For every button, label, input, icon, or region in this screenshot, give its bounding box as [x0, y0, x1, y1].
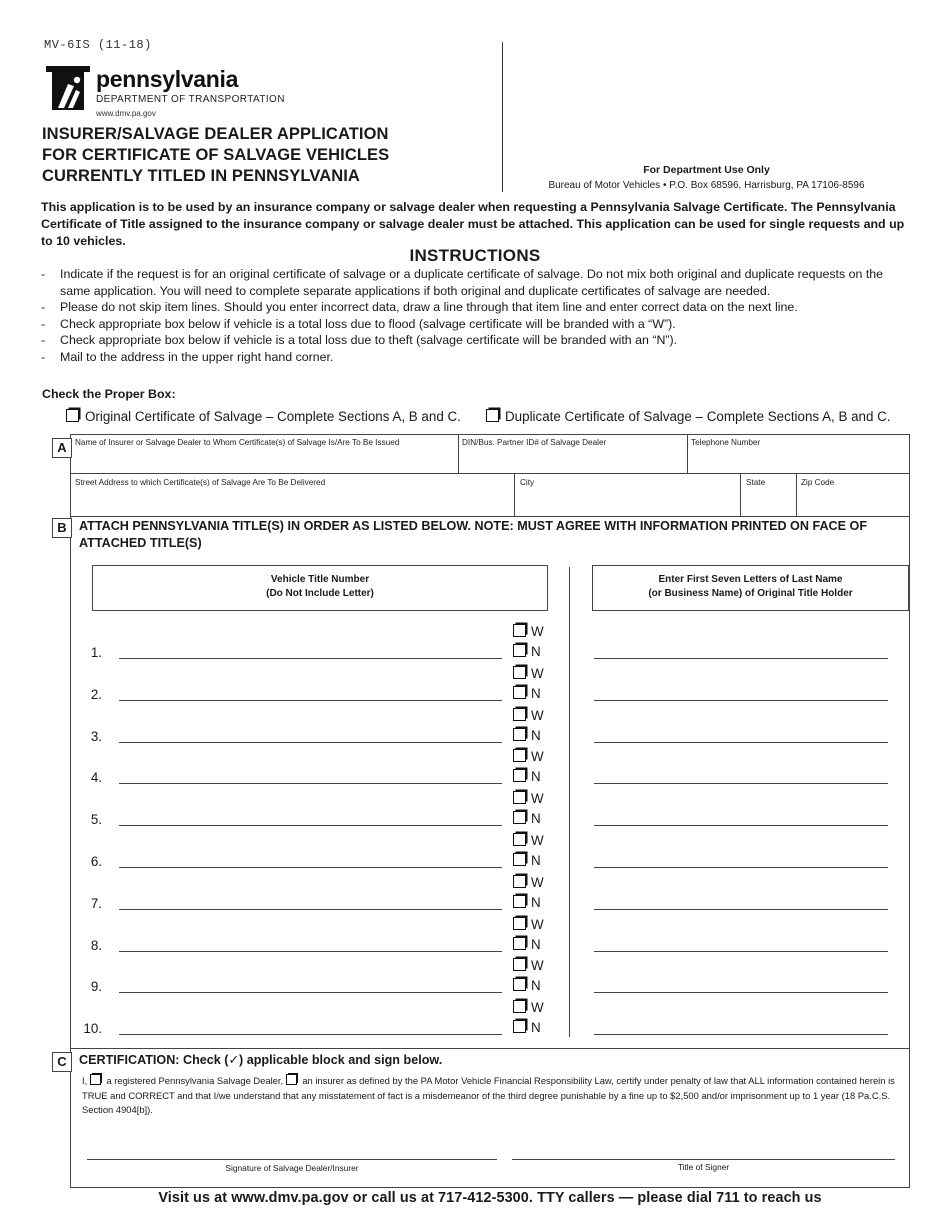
- theft-letter: N: [531, 769, 541, 785]
- row-number: 2.: [90, 686, 102, 702]
- flood-option: [513, 916, 544, 934]
- row-number: 4.: [90, 770, 102, 786]
- theft-option: [513, 1019, 541, 1037]
- flood-letter: W: [531, 624, 544, 639]
- duplicate-checkbox[interactable]: [486, 409, 499, 422]
- telephone-label: Telephone Number: [691, 438, 761, 447]
- flood-checkbox[interactable]: [513, 666, 526, 679]
- form-title-line-3: CURRENTLY TITLED IN PENNSYLVANIA: [42, 167, 360, 185]
- section-a-divider: [740, 473, 741, 516]
- flood-letter: W: [531, 1000, 544, 1016]
- insurer-name-field[interactable]: [72, 449, 456, 471]
- holder-name-line[interactable]: [594, 783, 888, 784]
- flood-checkbox[interactable]: [513, 833, 526, 846]
- title-number-line[interactable]: [119, 951, 502, 952]
- original-checkbox[interactable]: [66, 409, 79, 422]
- flood-letter: W: [531, 791, 544, 807]
- theft-letter: N: [531, 727, 541, 743]
- flood-letter: W: [531, 958, 544, 974]
- din-label: DIN/Bus. Partner ID# of Salvage Dealer: [462, 438, 607, 447]
- section-c-label: C: [52, 1052, 72, 1072]
- section-b-column-divider: [569, 567, 570, 1037]
- title-number-column-header: [92, 565, 548, 611]
- row-number: 10.: [83, 1021, 102, 1037]
- theft-checkbox[interactable]: [513, 644, 526, 657]
- flood-option: [513, 665, 544, 683]
- theft-checkbox[interactable]: [513, 895, 526, 908]
- flood-option: [513, 957, 544, 975]
- department-address: Bureau of Motor Vehicles • P.O. Box 68596, Harrisburg, PA 17106-8596: [548, 180, 865, 191]
- section-a-divider: [458, 434, 459, 473]
- holder-name-line[interactable]: [594, 909, 888, 910]
- flood-letter: W: [531, 916, 544, 932]
- zip-code-field[interactable]: [798, 489, 906, 514]
- signature-line[interactable]: [87, 1159, 497, 1160]
- theft-option: [513, 936, 541, 954]
- title-number-line[interactable]: [119, 1034, 502, 1035]
- title-number-line[interactable]: [119, 783, 502, 784]
- holder-name-line[interactable]: [594, 742, 888, 743]
- header-divider: [502, 42, 503, 192]
- logo-department: DEPARTMENT OF TRANSPORTATION: [96, 94, 285, 105]
- state-field[interactable]: [742, 489, 794, 514]
- flood-letter: W: [531, 833, 544, 848]
- duplicate-option: [486, 409, 891, 424]
- title-number-header-line-2: (Do Not Include Letter): [266, 588, 374, 599]
- theft-letter: N: [531, 811, 541, 827]
- theft-option: [513, 977, 541, 995]
- theft-option: [513, 727, 541, 745]
- form-title: [42, 124, 389, 187]
- certification-text: [82, 1074, 897, 1118]
- form-number: MV-6IS (11-18): [44, 38, 152, 52]
- theft-option: [513, 852, 541, 870]
- theft-checkbox[interactable]: [513, 853, 526, 866]
- section-a-divider: [796, 473, 797, 516]
- salvage-dealer-checkbox[interactable]: [90, 1074, 101, 1085]
- title-number-line[interactable]: [119, 658, 502, 659]
- theft-letter: N: [531, 1020, 541, 1036]
- street-address-field[interactable]: [72, 489, 512, 514]
- signer-title-line[interactable]: [512, 1159, 895, 1160]
- title-number-line[interactable]: [119, 992, 502, 993]
- city-field[interactable]: [516, 489, 738, 514]
- section-a-divider: [514, 473, 515, 516]
- section-b-label: B: [52, 518, 72, 538]
- holder-name-line[interactable]: [594, 700, 888, 701]
- flood-letter: W: [531, 749, 544, 765]
- section-a-label: A: [52, 438, 72, 458]
- flood-option: [513, 707, 544, 725]
- section-a-row-divider: [70, 473, 909, 474]
- theft-checkbox[interactable]: [513, 728, 526, 741]
- holder-name-line[interactable]: [594, 951, 888, 952]
- title-number-line[interactable]: [119, 825, 502, 826]
- duplicate-option-label: Duplicate Certificate of Salvage – Complete Sections A, B and C.: [505, 409, 891, 424]
- signature-label: Signature of Salvage Dealer/Insurer: [225, 1163, 359, 1173]
- theft-letter: N: [531, 894, 541, 910]
- department-use-title: For Department Use Only: [643, 164, 770, 176]
- signer-title-label: Title of Signer: [677, 1162, 730, 1172]
- flood-option: [513, 832, 544, 850]
- row-number: 9.: [90, 979, 102, 995]
- theft-checkbox[interactable]: [513, 937, 526, 950]
- holder-name-header-line-2: (or Business Name) of Original Title Holder: [648, 588, 853, 599]
- theft-checkbox[interactable]: [513, 811, 526, 824]
- flood-option: [513, 790, 544, 808]
- logo-wordmark: pennsylvania: [96, 66, 239, 92]
- flood-letter: W: [531, 874, 544, 890]
- telephone-field[interactable]: [689, 449, 905, 471]
- din-field[interactable]: [460, 449, 685, 471]
- flood-checkbox[interactable]: [513, 1000, 526, 1013]
- theft-checkbox[interactable]: [513, 769, 526, 782]
- instructions-list: [41, 266, 911, 366]
- holder-name-line[interactable]: [594, 658, 888, 659]
- holder-name-column-header: [592, 565, 909, 611]
- row-number: 3.: [90, 728, 102, 744]
- flood-option: [513, 623, 544, 641]
- holder-name-header-line-1: Enter First Seven Letters of Last Name: [658, 574, 843, 585]
- city-label: City: [520, 478, 535, 487]
- theft-letter: N: [531, 853, 541, 868]
- title-number-line[interactable]: [119, 700, 502, 701]
- footer-contact: Visit us at www.dmv.pa.gov or call us at 717-412-5300. TTY callers — please dial 711 to reach us: [158, 1190, 822, 1206]
- insurer-checkbox[interactable]: [286, 1074, 297, 1085]
- section-c-top: [70, 1048, 909, 1049]
- title-number-line[interactable]: [119, 867, 502, 868]
- theft-letter: N: [531, 978, 541, 994]
- form-title-line-1: INSURER/SALVAGE DEALER APPLICATION: [42, 125, 389, 143]
- cert-insurer-text: an insurer as defined by the PA Motor Vehicle Financial Responsibility Law, certify under penalty of law that ALL information contained herein is TRUE and CORRECT and that I/we understand that any misstatement of fact is a misdemeanor of the third degree punishable by a fine up to $2,500 and/or imprisonment up to 1 year (18 Pa.C.S. Section 4904[b]).: [82, 1075, 895, 1116]
- section-c-title: CERTIFICATION: Check (✓) applicable block and sign below.: [79, 1053, 443, 1067]
- row-number: 5.: [90, 812, 102, 828]
- flood-option: [513, 999, 544, 1017]
- theft-letter: N: [531, 685, 541, 701]
- instruction-item: - Indicate if the request is for an original certificate of salvage or a duplicate certificate of salvage. Do not mix both original and duplicate requests on the same application. You will need to complete separate applications if both original and duplicate certificates of salvage are needed.: [41, 266, 911, 299]
- insurer-name-label: Name of Insurer or Salvage Dealer to Whom Certificate(s) of Salvage Is/Are To Be Issued: [75, 438, 400, 447]
- state-label: State: [746, 478, 766, 487]
- theft-option: [513, 768, 541, 786]
- theft-checkbox[interactable]: [513, 1020, 526, 1033]
- theft-option: [513, 643, 541, 661]
- instruction-item: - Check appropriate box below if vehicle is a total loss due to theft (salvage certificate will be branded with an “N”).: [41, 332, 911, 349]
- check-box-label: Check the Proper Box:: [42, 387, 176, 401]
- flood-checkbox[interactable]: [513, 749, 526, 762]
- zip-code-label: Zip Code: [801, 478, 835, 487]
- flood-checkbox[interactable]: [513, 708, 526, 721]
- title-number-line[interactable]: [119, 742, 502, 743]
- theft-option: [513, 685, 541, 703]
- flood-letter: W: [531, 707, 544, 723]
- theft-checkbox[interactable]: [513, 978, 526, 991]
- theft-option: [513, 810, 541, 828]
- flood-checkbox[interactable]: [513, 791, 526, 804]
- section-a-divider: [687, 434, 688, 473]
- cert-dealer-text: a registered Pennsylvania Salvage Dealer,: [106, 1075, 284, 1086]
- theft-letter: N: [531, 936, 541, 952]
- keystone-logo-icon: [44, 64, 92, 112]
- title-number-header-line-1: Vehicle Title Number: [270, 574, 370, 585]
- form-title-line-2: FOR CERTIFICATE OF SALVAGE VEHICLES: [42, 146, 390, 164]
- flood-checkbox[interactable]: [513, 875, 526, 888]
- logo-url: www.dmv.pa.gov: [96, 109, 156, 118]
- instructions-heading: INSTRUCTIONS: [409, 246, 541, 265]
- flood-checkbox[interactable]: [513, 958, 526, 971]
- holder-name-line[interactable]: [594, 992, 888, 993]
- row-number: 1.: [90, 645, 102, 660]
- intro-text: This application is to be used by an insurance company or salvage dealer when requesting a Pennsylvania Salvage Certificate. The Pennsylvania Certificate of Title assigned to the insurance company or salvage dealer must be attached. This application can be used for single requests and up to 10 vehicles.: [41, 200, 905, 248]
- row-number: 8.: [90, 937, 102, 953]
- flood-checkbox[interactable]: [513, 917, 526, 930]
- department-use-block: [520, 163, 893, 193]
- instruction-item: - Mail to the address in the upper right hand corner.: [41, 349, 911, 366]
- holder-name-line[interactable]: [594, 867, 888, 868]
- section-b-title: ATTACH PENNSYLVANIA TITLE(S) IN ORDER AS LISTED BELOW. NOTE: MUST AGREE WITH INFORMATION PRINTED ON FACE OF ATTACHED TITLE(S): [79, 519, 868, 550]
- cert-prefix: I,: [82, 1075, 88, 1086]
- row-number: 7.: [90, 895, 102, 911]
- instruction-item: - Check appropriate box below if vehicle is a total loss due to flood (salvage certificate will be branded with a “W”).: [41, 316, 911, 333]
- row-number: 6.: [90, 854, 102, 869]
- theft-letter: N: [531, 644, 541, 659]
- flood-option: [513, 748, 544, 766]
- theft-checkbox[interactable]: [513, 686, 526, 699]
- section-a-bottom: [70, 516, 909, 517]
- instruction-item: - Please do not skip item lines. Should you enter incorrect data, draw a line through that item line and enter correct data on the next line.: [41, 299, 911, 316]
- flood-checkbox[interactable]: [513, 624, 526, 637]
- flood-letter: W: [531, 665, 544, 681]
- original-option-label: Original Certificate of Salvage – Complete Sections A, B and C.: [85, 409, 461, 424]
- flood-option: [513, 874, 544, 892]
- original-option: [66, 409, 461, 424]
- title-number-line[interactable]: [119, 909, 502, 910]
- holder-name-line[interactable]: [594, 825, 888, 826]
- street-address-label: Street Address to which Certificate(s) of Salvage Are To Be Delivered: [75, 478, 326, 487]
- theft-option: [513, 894, 541, 912]
- holder-name-line[interactable]: [594, 1034, 888, 1035]
